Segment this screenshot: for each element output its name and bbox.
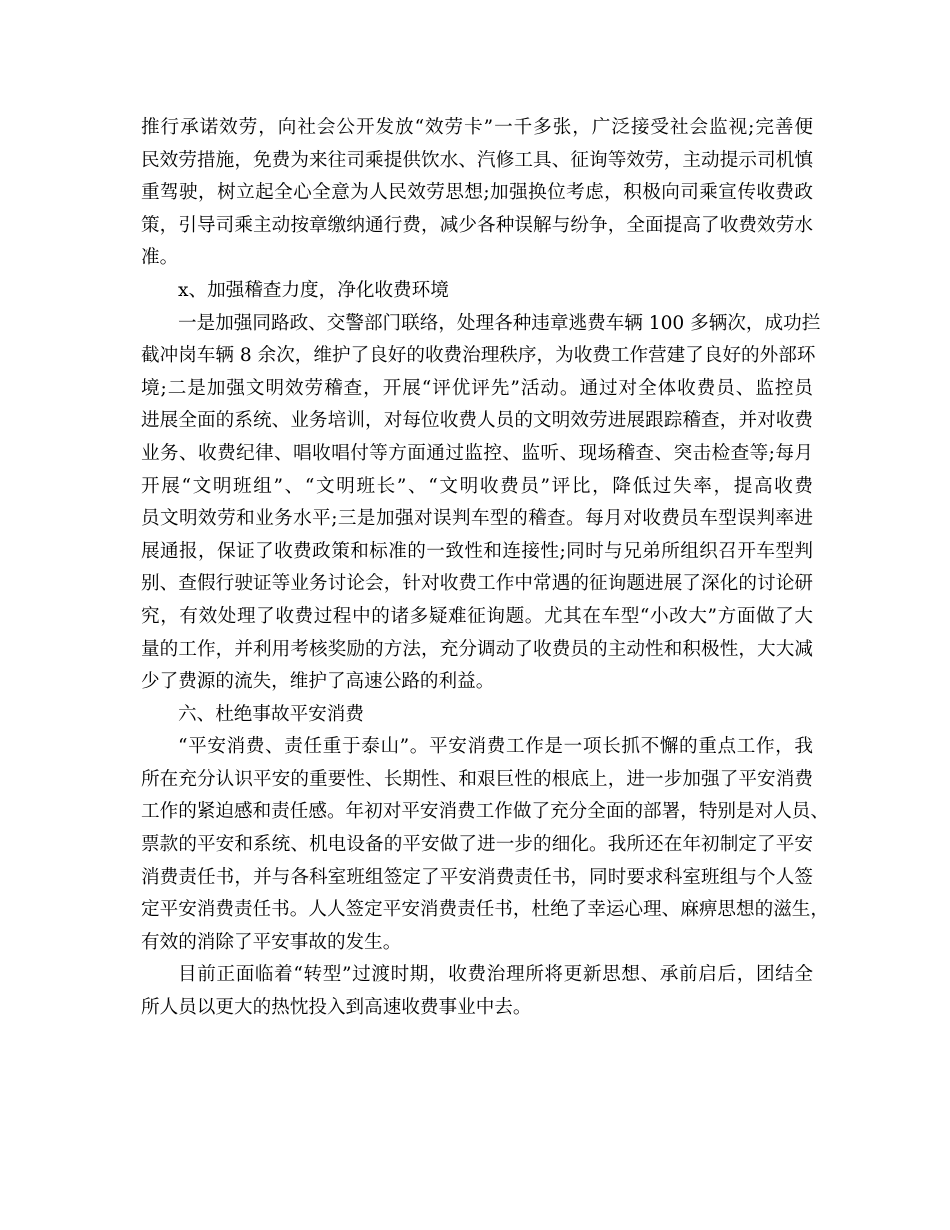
text-line: 重驾驶，树立起全心全意为人民效劳思想;加强换位考虑，积极向司乘宣传收费政: [141, 182, 813, 204]
text-line: 消费责任书，并与各科室班组签定了平安消费责任书，同时要求科室班组与个人签: [141, 866, 813, 888]
text-line: “平安消费、责任重于泰山”。平安消费工作是一项长抓不懈的重点工作，我: [178, 736, 813, 758]
text-line: 展通报，保证了收费政策和标准的一致性和连接性;同时与兄弟所组织召开车型判: [141, 540, 813, 562]
text-line: 目前正面临着“转型”过渡时期，收费治理所将更新思想、承前启后，团结全: [178, 964, 813, 986]
text-line: 准。: [141, 247, 179, 269]
document-page: [141, 112, 829, 1025]
paragraph-inspection: [141, 308, 821, 699]
text-line: 量的工作，并利用考核奖励的方法，充分调动了收费员的主动性和积极性，大大减: [141, 638, 813, 660]
text-line: 定平安消费责任书。人人签定平安消费责任书，杜绝了幸运心理、麻痹思想的滋生，: [141, 899, 829, 921]
text-line: 票款的平安和系统、机电设备的平安做了进一步的细化。我所还在年初制定了平安: [141, 834, 813, 856]
text-line: 一是加强同路政、交警部门联络，处理各种违章逃费车辆 100 多辆次，成功拦: [178, 312, 821, 334]
text-line: 少了费源的流失，维护了高速公路的利益。: [141, 671, 495, 693]
text-line: 员文明效劳和业务水平;三是加强对误判车型的稽查。每月对收费员车型误判率进: [141, 508, 813, 530]
text-line: 境;二是加强文明效劳稽查，开展“评优评先”活动。通过对全体收费员、监控员: [141, 377, 813, 399]
section-heading-inspection: x、加强稽查力度，净化收费环境: [178, 279, 449, 301]
section-heading-safety: 六、杜绝事故平安消费: [178, 703, 364, 725]
text-line: 别、查假行驶证等业务讨论会，针对收费工作中常遇的征询题进展了深化的讨论研: [141, 573, 813, 595]
text-line: 究，有效处理了收费过程中的诸多疑难征询题。尤其在车型“小改大”方面做了大: [141, 605, 813, 627]
text-line: 开展“文明班组”、“文明班长”、“文明收费员”评比，降低过失率，提高收费: [141, 475, 813, 497]
text-line: 有效的消除了平安事故的发生。: [141, 931, 402, 953]
text-line: 截冲岗车辆 8 余次，维护了良好的收费治理秩序，为收费工作营建了良好的外部环: [141, 345, 816, 367]
paragraph-safety: [141, 731, 829, 959]
text-line: 业务、收费纪律、唱收唱付等方面通过监控、监听、现场稽查、突击检查等;每月: [141, 442, 813, 464]
text-line: 民效劳措施，免费为来往司乘提供饮水、汽修工具、征询等效劳，主动提示司机慎: [141, 149, 813, 171]
paragraph-conclusion: [141, 959, 813, 1024]
text-line: 所人员以更大的热忱投入到高速收费事业中去。: [141, 997, 532, 1019]
text-line: 进展全面的系统、业务培训，对每位收费人员的文明效劳进展跟踪稽查，并对收费: [141, 410, 813, 432]
paragraph-service-measures: [141, 112, 813, 275]
text-line: 策，引导司乘主动按章缴纳通行费，减少各种误解与纷争，全面提高了收费效劳水: [141, 214, 813, 236]
text-line: 推行承诺效劳，向社会公开发放“效劳卡”一千多张，广泛接受社会监视;完善便: [141, 117, 813, 138]
text-line: 所在充分认识平安的重要性、长期性、和艰巨性的根底上，进一步加强了平安消费: [141, 768, 813, 790]
text-line: 工作的紧迫感和责任感。年初对平安消费工作做了充分全面的部署，特别是对人员、: [141, 801, 829, 823]
